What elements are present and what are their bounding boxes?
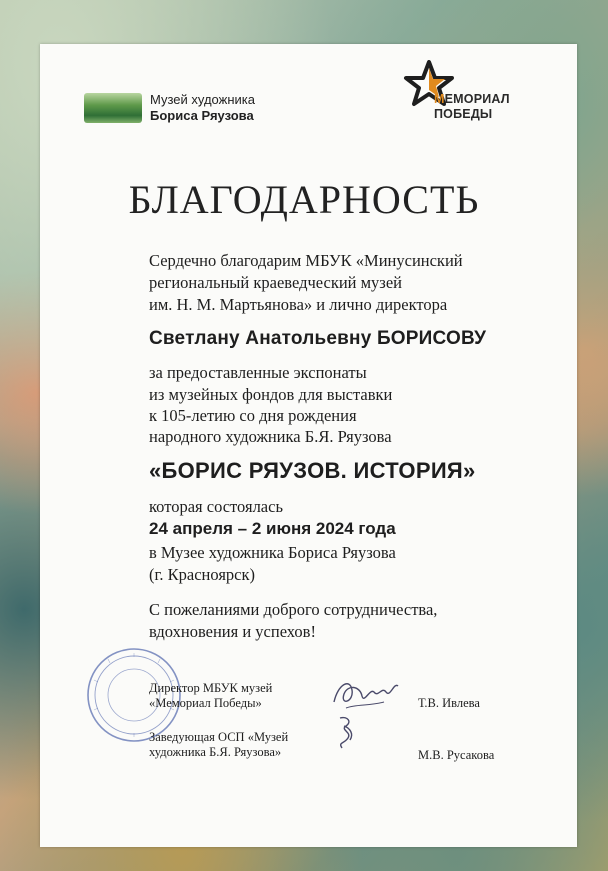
- wishes-line-2: вдохновения и успехов!: [149, 622, 316, 641]
- museum-logo-line1: Музей художника: [150, 92, 255, 107]
- wishes-line-1: С пожеланиями доброго сотрудничества,: [149, 600, 438, 619]
- event-line-1: которая состоялась: [149, 497, 283, 516]
- signature-ivleva: [326, 672, 406, 716]
- reason-line-1: за предоставленные экспонаты: [149, 363, 367, 382]
- reason-line-2: из музейных фондов для выставки: [149, 385, 393, 404]
- intro-line-3: им. Н. М. Мартьянова» и лично директора: [149, 295, 448, 314]
- reason-line-4: народного художника Б.Я. Ряузова: [149, 427, 392, 446]
- recipient-name: Светлану Анатольевну БОРИСОВУ: [149, 328, 487, 349]
- landscape-logo-icon: [84, 93, 142, 123]
- signatory-name-1: Т.В. Ивлева: [418, 696, 480, 710]
- signatory-role-1: Директор МБУК музей «Мемориал Победы»: [149, 681, 273, 710]
- reason-line-3: к 105-летию со дня рождения: [149, 406, 357, 425]
- museum-logo-line2: Бориса Ряузова: [150, 108, 254, 123]
- event-dates: 24 апреля – 2 июня 2024 года: [149, 519, 396, 538]
- memorial-logo-line1: МЕМОРИАЛ: [434, 92, 510, 106]
- memorial-logo-line2: ПОБЕДЫ: [434, 107, 493, 121]
- memorial-logo-right: [402, 60, 522, 130]
- event-line-3: в Музее художника Бориса Ряузова: [149, 543, 396, 562]
- signatory-role-2: Заведующая ОСП «Музей художника Б.Я. Ряузова»: [149, 730, 289, 759]
- intro-line-1: Сердечно благодарим МБУК «Минусинский: [149, 251, 463, 270]
- certificate-title: БЛАГОДАРНОСТЬ: [128, 177, 480, 222]
- intro-line-2: региональный краеведческий музей: [149, 273, 402, 292]
- museum-logo-left: [84, 92, 255, 124]
- event-line-4: (г. Красноярск): [149, 565, 255, 584]
- signatory-name-2: М.В. Русакова: [418, 748, 495, 762]
- exhibition-title: «БОРИС РЯУЗОВ. ИСТОРИЯ»: [149, 458, 476, 483]
- signature-rusakova: [330, 712, 370, 752]
